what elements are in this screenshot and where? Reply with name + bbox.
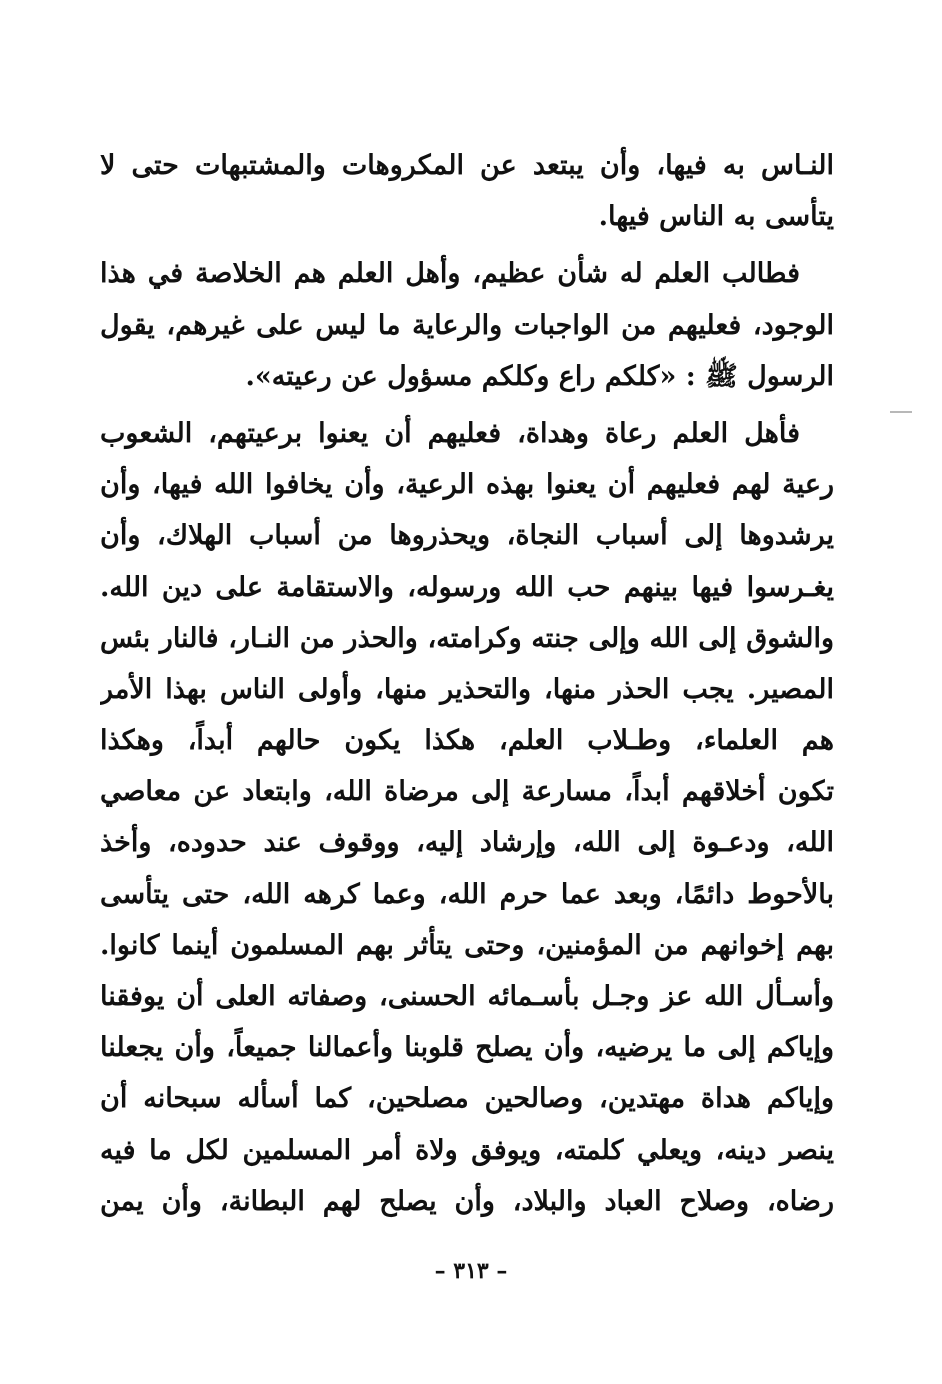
- text-line: يغـرسوا فيها بينهم حب الله ورسوله، والاستقامة على دين الله.: [100, 571, 834, 603]
- text-line: الوجود، فعليهم من الواجبات والرعاية ما ليس على غيرهم، يقول: [100, 309, 834, 341]
- text-line: رضاه، وصلاح العباد والبلاد، وأن يصلح لهم البطانة، وأن يمن: [100, 1185, 834, 1217]
- margin-mark: [890, 411, 912, 413]
- text-line: فأهل العلم رعاة وهداة، فعليهم أن يعنوا برعيتهم، الشعوب: [100, 417, 800, 449]
- text-line: النـاس به فيها، وأن يبتعد عن المكروهات والمشتبهات حتى لا: [100, 150, 834, 181]
- text-line: يتأسى به الناس فيها.: [598, 201, 834, 233]
- text-line: والشوق إلى الله وإلى جنته وكرامته، والحذر من النـار، فالنار بئس: [100, 622, 834, 654]
- text-line: بهم إخوانهم من المؤمنين، وحتى يتأثر بهم المسلمون أينما كانوا.: [100, 929, 834, 961]
- text-line: فطالب العلم له شأن عظيم، وأهل العلم هم الخلاصة في هذا: [100, 258, 800, 290]
- text-line: الرسول ﷺ : «كلكم راع وكلكم مسؤول عن رعيته».: [245, 360, 834, 392]
- text-line: هم العلماء، وطـلاب العلم، هكذا يكون حالهم أبداً، وهكذا: [100, 725, 834, 757]
- text-line: ينصر دينه، ويعلي كلمته، ويوفق ولاة أمر المسلمين لكل ما فيه: [100, 1134, 834, 1166]
- text-line: تكون أخلاقهم أبداً، مسارعة إلى مرضاة الله، وابتعاد عن معاصي: [100, 776, 834, 808]
- page-number: – ٣١٣ –: [434, 1258, 508, 1284]
- text-line: الله، ودعـوة إلى الله، وإرشاد إليه، ووقوف عند حدوده، وأخذ: [100, 827, 834, 859]
- text-line: بالأحوط دائمًا، وبعد عما حرم الله، وعما كرهه الله، حتى يتأسى: [100, 878, 834, 910]
- body-text: [100, 140, 834, 1227]
- text-line: وأسـأل الله عز وجـل بأسـمائه الحسنى، وصفاته العلى أن يوفقنا: [100, 981, 834, 1012]
- text-line: المصير. يجب الحذر منها، والتحذير منها، وأولى الناس بهذا الأمر: [100, 673, 834, 705]
- text-line: وإياكم هداة مهتدين، وصالحين مصلحين، كما أسأله سبحانه أن: [100, 1083, 834, 1115]
- text-line: يرشدوها إلى أسباب النجاة، ويحذروها من أسباب الهلاك، وأن: [100, 520, 834, 552]
- text-line: وإياكم إلى ما يرضيه، وأن يصلح قلوبنا وأعمالنا جميعاً، وأن يجعلنا: [100, 1032, 834, 1064]
- text-line: رعية لهم فعليهم أن يعنوا بهذه الرعية، وأن يخافوا الله فيها، وأن: [100, 469, 834, 501]
